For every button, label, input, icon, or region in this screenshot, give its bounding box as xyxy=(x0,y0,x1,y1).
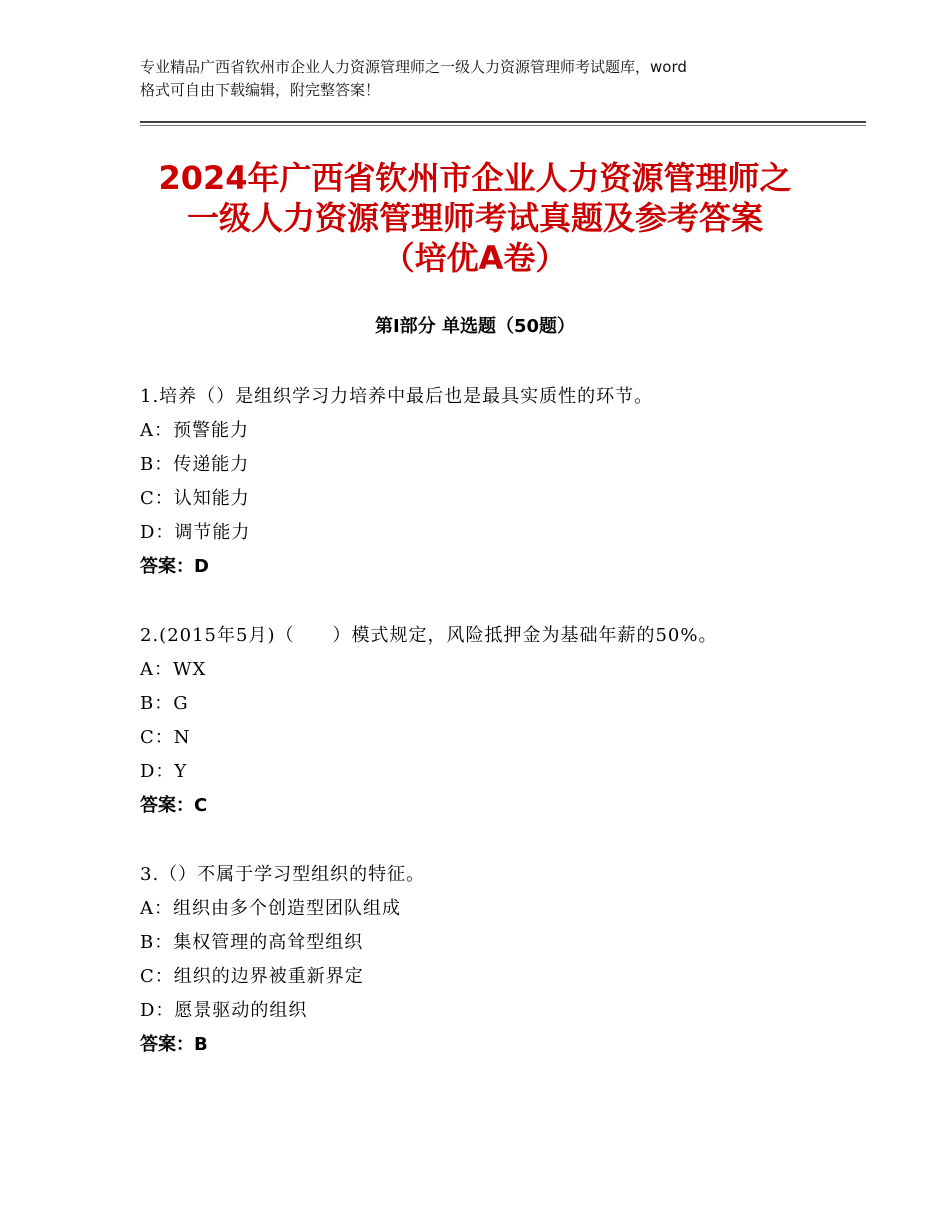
question-stem: 2.(2015年5月)（ ）模式规定，风险抵押金为基础年薪的50%。 xyxy=(140,625,718,646)
option-d: D：调节能力 xyxy=(140,522,251,543)
title-line-3: （培优A卷） xyxy=(382,239,568,277)
header-line-2: 格式可自由下载编辑，附完整答案！ xyxy=(140,81,381,99)
option-c: C：认知能力 xyxy=(140,488,250,509)
option-b: B：传递能力 xyxy=(140,454,250,475)
answer: 答案：C xyxy=(140,795,208,816)
question-stem: 3.（）不属于学习型组织的特征。 xyxy=(140,864,426,885)
header-divider-thin xyxy=(140,125,866,126)
option-a: A：预警能力 xyxy=(140,420,249,441)
question-2 xyxy=(140,619,860,823)
document-header-note xyxy=(140,56,830,102)
option-b: B：G xyxy=(140,693,189,714)
title-line-1: 2024年广西省钦州市企业人力资源管理师之 xyxy=(158,159,792,197)
section-title: 第Ⅰ部分 单选题（50题） xyxy=(374,316,575,337)
option-c: C：组织的边界被重新界定 xyxy=(140,966,364,987)
question-1 xyxy=(140,380,860,584)
answer: 答案：D xyxy=(140,556,209,577)
option-d: D：愿景驱动的组织 xyxy=(140,1000,308,1021)
title-line-2: 一级人力资源管理师考试真题及参考答案 xyxy=(186,199,763,237)
header-divider-thick xyxy=(140,121,866,123)
option-b: B：集权管理的高耸型组织 xyxy=(140,932,364,953)
option-d: D：Y xyxy=(140,761,188,782)
question-3 xyxy=(140,858,860,1062)
option-a: A：WX xyxy=(140,659,207,680)
document-title xyxy=(90,158,860,278)
option-a: A：组织由多个创造型团队组成 xyxy=(140,898,401,919)
answer: 答案：B xyxy=(140,1034,208,1055)
header-line-1: 专业精品广西省钦州市企业人力资源管理师之一级人力资源管理师考试题库，word xyxy=(140,58,687,76)
option-c: C：N xyxy=(140,727,191,748)
question-stem: 1.培养（）是组织学习力培养中最后也是最具实质性的环节。 xyxy=(140,386,654,407)
